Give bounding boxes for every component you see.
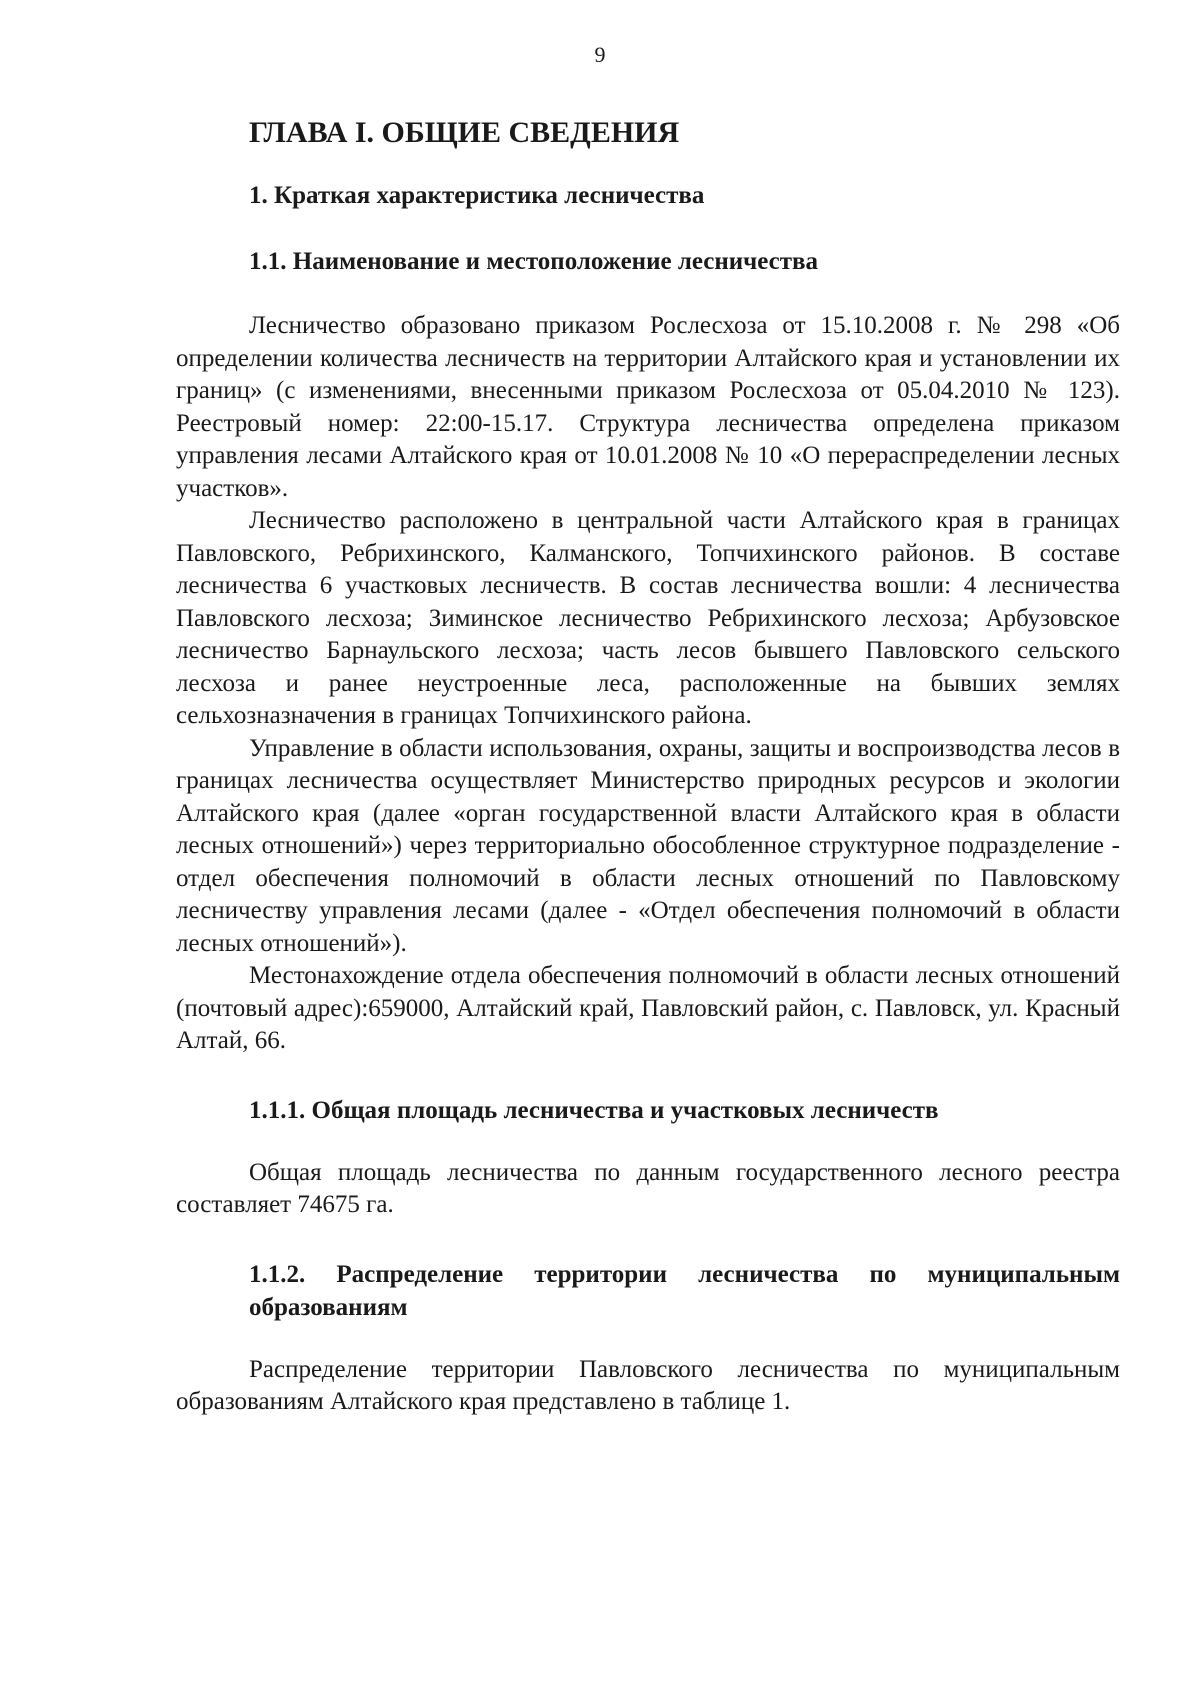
paragraph-address: Местонахождение отдела обеспечения полномочий в области лесных отношений (почтовый адрес):659000, Алтайский край, Павловский район, с. Павловск, ул. Красный Алтай, 66. (176, 962, 1120, 1054)
section-1-heading: 1. Краткая характеристика лесничества (249, 182, 705, 209)
section-1-1-2-heading: 1.1.2. Распределение территории лесничества по муниципальным образованиям (249, 1260, 1120, 1321)
paragraph-establishment: Лесничество образовано приказом Рослесхоза от 15.10.2008 г. № 298 «Об определении количества лесничеств на территории Алтайского края и установлении их границ» (с изменениями, внесенными приказом Рослесхоза от 05.04.2010 № 123). Реестровый номер: 22:00-15.17. Структура лесничества определена приказом управления лесами Алтайского края от 10.01.2008 № 10 «О перераспределении лесных участков». (176, 312, 1120, 502)
chapter-title: ГЛАВА I. ОБЩИЕ СВЕДЕНИЯ (249, 116, 680, 149)
paragraph-distribution: Распределение территории Павловского лесничества по муниципальным образованиям Алтайского края представлено в таблице 1. (176, 1355, 1120, 1415)
section-1-1-1-heading: 1.1.1. Общая площадь лесничества и участковых лесничеств (249, 1096, 939, 1124)
paragraph-total-area: Общая площадь лесничества по данным государственного лесного реестра составляет 74675 га. (176, 1158, 1120, 1218)
page-number: 9 (594, 42, 606, 67)
page-content (176, 112, 1120, 1419)
paragraph-location: Лесничество расположено в центральной части Алтайского края в границах Павловского, Ребрихинского, Калманского, Топчихинского районов. В составе лесничества 6 участковых лесничеств. В состав лесничества вошли: 4 лесничества Павловского лесхоза; Зиминское лесничество Ребрихинского лесхоза; Арбузовское лесничество Барнаульского лесхоза; часть лесов бывшего Павловского сельского лесхоза и ранее неустроенные леса, расположенные на бывших землях сельхозназначения в границах Топчихинского района. (176, 507, 1120, 729)
section-1-1-heading: 1.1. Наименование и местоположение лесничества (249, 248, 819, 275)
paragraph-management: Управление в области использования, охраны, защиты и воспроизводства лесов в границах лесничества осуществляет Министерство природных ресурсов и экологии Алтайского края (далее «орган государственной власти Алтайского края в области лесных отношений») через территориально обособленное структурное подразделение - отдел обеспечения полномочий в области лесных отношений по Павловскому лесничеству управления лесами (далее - «Отдел обеспечения полномочий в области лесных отношений»). (176, 734, 1120, 957)
